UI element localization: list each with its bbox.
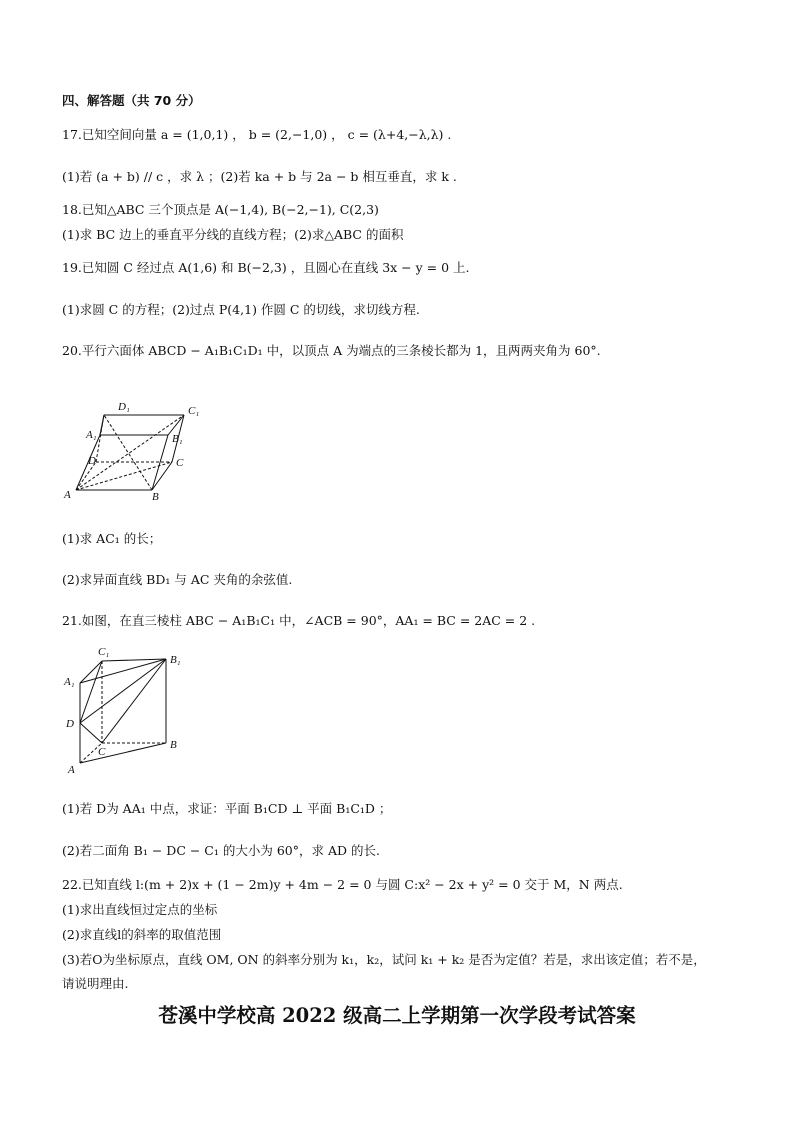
fig21-label-D: D	[66, 718, 74, 730]
answer-title: 苍溪中学校高 2022 级高二上学期第一次学段考试答案	[158, 1004, 636, 1027]
fig20-label-A: A	[64, 489, 71, 501]
q22-part1: (1)求出直线恒过定点的坐标	[62, 902, 218, 917]
q21-part1: (1)若 D为 AA₁ 中点，求证：平面 B₁CD ⊥ 平面 B₁C₁D ；	[62, 801, 392, 816]
q22-part2: (2)求直线l的斜率的取值范围	[62, 927, 222, 942]
fig21-label-B: B	[170, 739, 177, 751]
fig21-label-C: C	[98, 746, 106, 758]
q17-stem: 17.已知空间向量 a = (1,0,1) ， b = (2,−1,0) ， c = (λ+4,−λ,λ) .	[62, 127, 452, 142]
q22-part3-line1: (3)若O为坐标原点，直线 OM, ON 的斜率分别为 k₁，k₂，试问 k₁ + k₂ 是否为定值？若是，求出该定值；若不是，	[62, 952, 706, 967]
fig21-label-A: A	[68, 764, 75, 775]
q21-part2: (2)若二面角 B₁ − DC − C₁ 的大小为 60°，求 AD 的长.	[62, 843, 380, 858]
prism-figure	[62, 645, 192, 775]
section-title: 四、解答题（共 70 分）	[62, 93, 201, 108]
q22-stem: 22.已知直线 l:(m + 2)x + (1 − 2m)y + 4m − 2 = 0 与圆 C:x² − 2x + y² = 0 交于 M，N 两点.	[62, 877, 623, 892]
fig20-label-A1: A₁	[86, 429, 97, 441]
q18-part: (1)求 BC 边上的垂直平分线的直线方程；(2)求△ABC 的面积	[62, 227, 404, 242]
q20-part2: (2)求异面直线 BD₁ 与 AC 夹角的余弦值.	[62, 572, 293, 587]
fig21-label-A1: A₁	[64, 676, 75, 688]
q18-stem: 18.已知△ABC 三个顶点是 A(−1,4), B(−2,−1), C(2,3)	[62, 202, 379, 217]
fig20-label-C1: C₁	[188, 405, 200, 417]
parallelepiped-figure	[60, 380, 200, 505]
fig21-label-C1: C₁	[98, 646, 110, 658]
q19-stem: 19.已知圆 C 经过点 A(1,6) 和 B(−2,3) ，且圆心在直线 3x − y = 0 上.	[62, 260, 470, 275]
q20-part1: (1)求 AC₁ 的长；	[62, 531, 162, 546]
fig21-label-B1: B₁	[170, 654, 181, 666]
fig20-label-C: C	[176, 457, 184, 469]
fig20-label-D: D	[88, 455, 96, 467]
q20-stem: 20.平行六面体 ABCD − A₁B₁C₁D₁ 中，以顶点 A 为端点的三条棱长都为 1，且两两夹角为 60°.	[62, 343, 601, 358]
fig20-label-B1: B₁	[172, 433, 183, 445]
fig20-label-D1: D₁	[118, 401, 130, 413]
fig20-label-B: B	[152, 491, 159, 503]
q19-part: (1)求圆 C 的方程；(2)过点 P(4,1) 作圆 C 的切线，求切线方程.	[62, 302, 420, 317]
q22-part3-line2: 请说明理由.	[62, 976, 129, 991]
q17-part: (1)若 (a + b) // c ，求 λ ；(2)若 ka + b 与 2a − b 相互垂直，求 k .	[62, 169, 457, 184]
q21-stem: 21.如图，在直三棱柱 ABC − A₁B₁C₁ 中，∠ACB = 90°，AA₁ = BC = 2AC = 2 .	[62, 613, 536, 628]
